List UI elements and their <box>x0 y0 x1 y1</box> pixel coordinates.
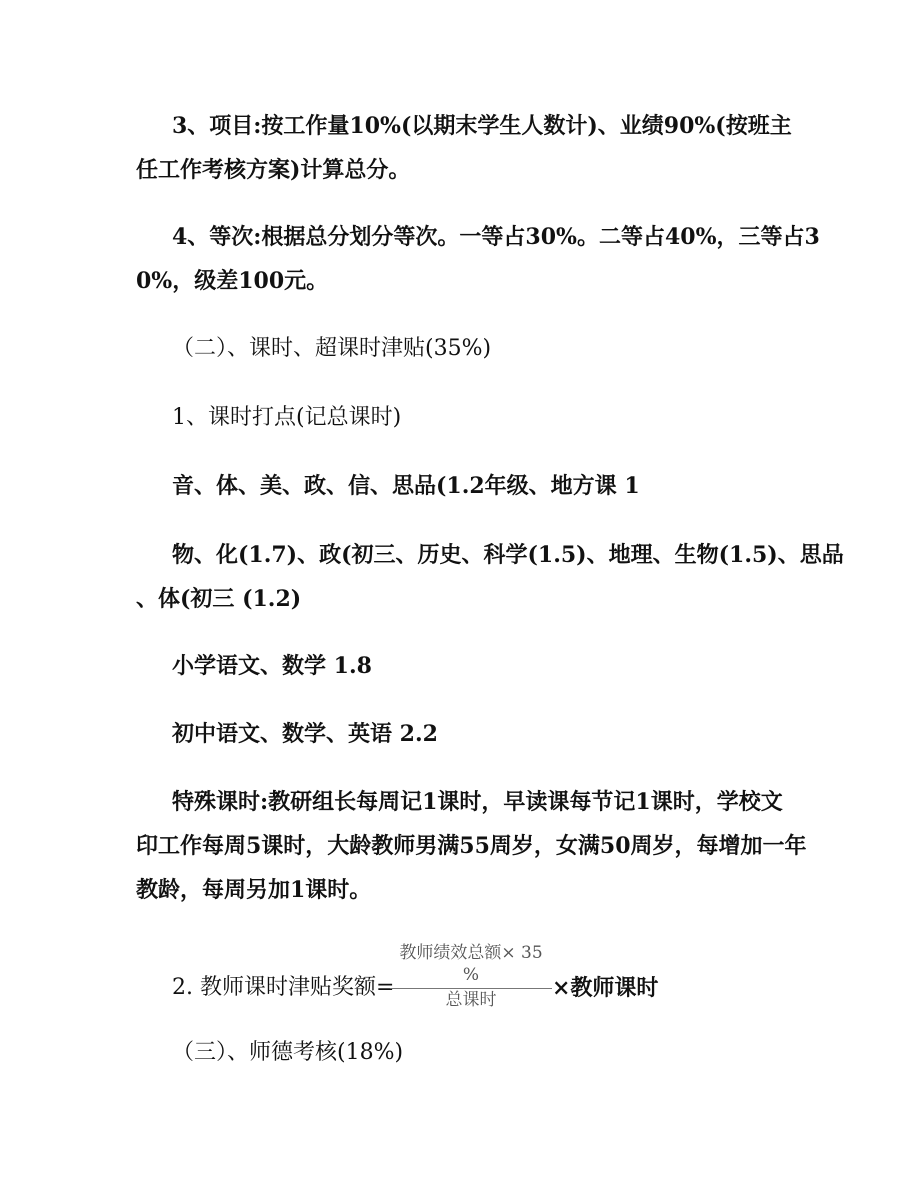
text-line-subjects-1: 音、体、美、政、信、思品(1.2年级、地方课 1 <box>172 473 640 499</box>
text-line-special-hours-end: 教龄，每周另加1课时。 <box>136 877 372 903</box>
text-line-subjects-2-cont: 、体(初三 (1.2) <box>136 586 302 612</box>
text-line-primary: 小学语文、数学 1.8 <box>172 653 372 679</box>
text-line-junior: 初中语文、数学、英语 2.2 <box>172 721 438 747</box>
text-line-project: 3、项目:按工作量10%(以期末学生人数计)、业绩90%(按班主 <box>172 113 792 139</box>
text-line-special-hours: 特殊课时:教研组长每周记1课时，早读课每节记1课时，学校文 <box>172 789 783 815</box>
text-line-grade: 4、等次:根据总分划分等次。一等占30%。二等占40%，三等占3 <box>172 224 820 250</box>
text-line-subjects-2: 物、化(1.7)、政(初三、历史、科学(1.5)、地理、生物(1.5)、思品 <box>172 542 844 568</box>
formula-denominator: 总课时 <box>445 990 497 1010</box>
section-heading-ethics: （三）、师德考核(18%) <box>172 1040 404 1065</box>
text-line-class-hour-points: 1、课时打点(记总课时) <box>172 405 402 430</box>
section-heading-class-hours: （二）、课时、超课时津贴(35%) <box>172 336 492 361</box>
formula-numerator: 教师绩效总额× 35 % <box>390 942 552 989</box>
text-line-special-hours-cont: 印工作每周5课时，大龄教师男满55周岁，女满50周岁，每增加一年 <box>136 833 807 859</box>
text-line-project-cont: 任工作考核方案)计算总分。 <box>136 157 411 183</box>
formula-label: 2. 教师课时津贴奖额= <box>172 975 395 1000</box>
formula-multiplier: ×教师课时 <box>552 975 659 1001</box>
formula-fraction <box>390 942 552 1011</box>
text-line-grade-cont: 0%，级差100元。 <box>136 268 329 294</box>
